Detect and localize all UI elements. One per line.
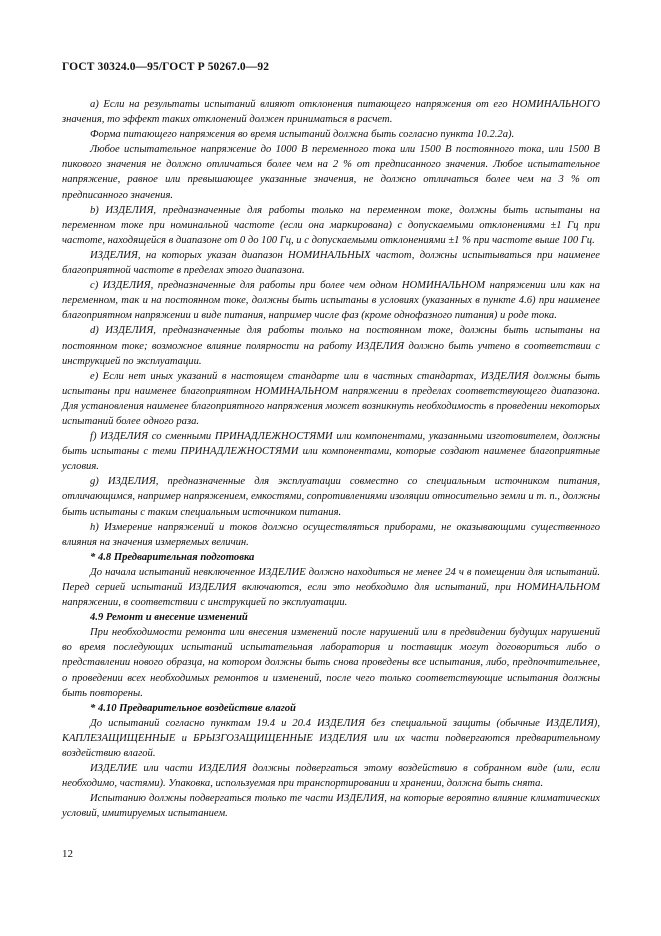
page-number: 12 xyxy=(62,848,73,860)
section-heading-4-8: * 4.8 Предварительная подготовка xyxy=(90,551,255,563)
paragraph-d: d) ИЗДЕЛИЯ, предназначенные для работы только на постоянном токе, должны быть испытаны на постоянном токе; возможное влияние полярности на работу ИЗДЕЛИЯ должно быть учтено в соответствии с инструкцией по эксплуатации. xyxy=(62,325,600,367)
paragraph-f: f) ИЗДЕЛИЯ со сменными ПРИНАДЛЕЖНОСТЯМИ или компонентами, указанными изготовителем, должны быть испытаны с теми ПРИНАДЛЕЖНОСТЯМИ или компонентами, которые создают наименее благоприятные условия. xyxy=(62,431,600,473)
paragraph-c: c) ИЗДЕЛИЯ, предназначенные для работы при более чем одном НОМИНАЛЬНОМ напряжении или как на переменном, так и на постоянном токе, должны быть испытаны в условиях (указанных в пункте 4.6) при наименее благоприятном напряжении и виде питания, например числе фаз (кроме однофазного питания) и роде тока. xyxy=(62,280,600,322)
paragraph-e: e) Если нет иных указаний в настоящем стандарте или в частных стандартах, ИЗДЕЛИЯ должны быть испытаны при наименее благоприятном НОМИНАЛЬНОМ напряжении в пределах соответствующего диапазона. Для установления наименее благоприятного напряжения может возникнуть необходимость в проведении некоторых испытаний более одного раза. xyxy=(62,370,600,427)
paragraph-rated-frequency: ИЗДЕЛИЯ, на которых указан диапазон НОМИНАЛЬНЫХ частот, должны испытываться при наименее благоприятной частоте в пределах этого диапазона. xyxy=(62,249,600,277)
paragraph-4-10-c: Испытанию должны подвергаться только те части ИЗДЕЛИЯ, на которые вероятно влияние климатических условий, имитируемых испытанием. xyxy=(62,793,600,820)
paragraph-waveform: Форма питающего напряжения во время испытаний должна быть согласно пункта 10.2.2а). xyxy=(90,129,515,141)
paragraph-test-voltage: Любое испытательное напряжение до 1000 В переменного тока или 1500 В постоянного тока, или 1500 В пикового значения не должно отличаться более чем на 2 % от предписанного значения. Любое испытательное напряжение, равное или превышающее указанные значения, не должно отличаться более чем на 3 % от предписанного значения. xyxy=(62,144,600,201)
document-header: ГОСТ 30324.0—95/ГОСТ Р 50267.0—92 xyxy=(62,61,270,73)
document-body xyxy=(62,97,600,822)
paragraph-h: h) Измерение напряжений и токов должно осуществляться приборами, не оказывающими существенного влияния на значения измеряемых величин. xyxy=(62,521,600,548)
paragraph-4-10-b: ИЗДЕЛИЕ или части ИЗДЕЛИЯ должны подвергаться этому воздействию в собранном виде (или, если необходимо, частями). Упаковка, используемая при транспортировании и хранении, должна быть снята. xyxy=(62,763,600,790)
paragraph-4-8: До начала испытаний невключенное ИЗДЕЛИЕ должно находиться не менее 24 ч в помещении для испытаний. Перед серией испытаний ИЗДЕЛИЯ включаются, если это необходимо для испытаний, при НОМИНАЛЬНОМ напряжении, в соответствии с инструкцией по эксплуатации. xyxy=(62,566,600,609)
paragraph-b: b) ИЗДЕЛИЯ, предназначенные для работы только на переменном токе, должны быть испытаны на переменном токе при номинальной частоте (если она маркирована) с допускаемыми отклонениями ±1 Гц при частоте, находящейся в диапазоне от 0 до 100 Гц, и с допускаемыми отклонениями ±1 % при частоте выше 100 Гц. xyxy=(62,204,600,246)
section-heading-4-10: * 4.10 Предварительное воздействие влагой xyxy=(90,702,296,714)
paragraph-g: g) ИЗДЕЛИЯ, предназначенные для эксплуатации совместно со специальным источником питания, отличающимся, например напряжением, емкостями, сопротивлениями изоляции относительно земли и т. п., должны быть испытаны с таким специальным источником питания. xyxy=(62,476,600,518)
paragraph-4-9: При необходимости ремонта или внесения изменений после нарушений или в предвидении будущих нарушений во время последующих испытаний испытательная лаборатория и поставщик могут договориться либо о представлении нового образца, на котором должны быть снова проведены все испытания, либо, предпочтительнее, о проведении всех необходимых ремонтов и изменений, после чего только соответствующие испытания должны быть повторены. xyxy=(62,627,600,699)
paragraph-4-10-a: До испытаний согласно пунктам 19.4 и 20.4 ИЗДЕЛИЯ без специальной защиты (обычные ИЗДЕЛИЯ), КАПЛЕЗАЩИЩЕННЫЕ и БРЫЗГОЗАЩИЩЕННЫЕ ИЗДЕЛИЯ или их части подвергаются предварительному воздействию влагой. xyxy=(62,717,600,760)
section-heading-4-9: 4.9 Ремонт и внесение изменений xyxy=(90,612,248,624)
paragraph-a: а) Если на результаты испытаний влияют отклонения питающего напряжения от его НОМИНАЛЬНОГО значения, то эффект таких отклонений должен приниматься в расчет. xyxy=(62,99,600,126)
